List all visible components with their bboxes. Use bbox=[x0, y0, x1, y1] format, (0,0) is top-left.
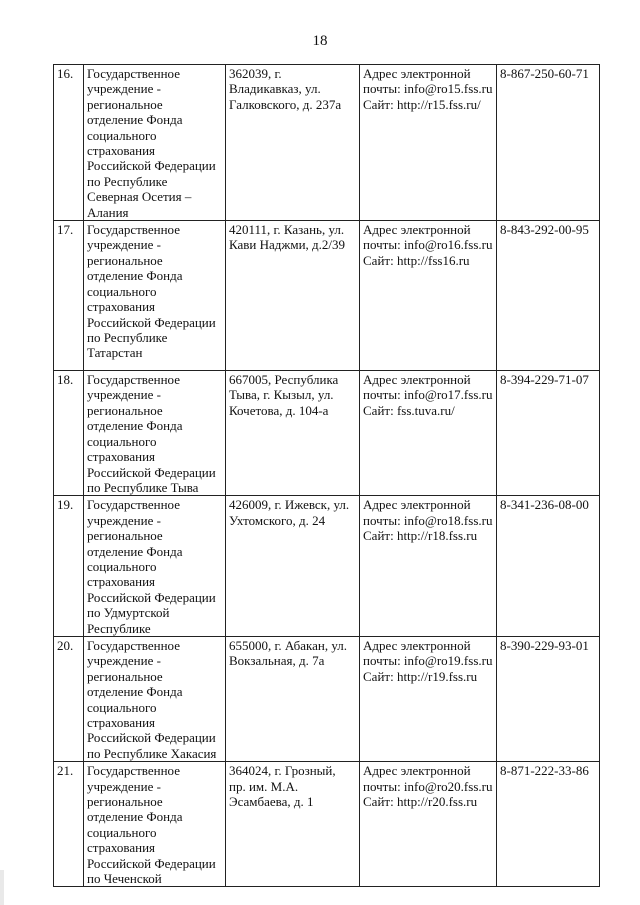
table-row bbox=[54, 221, 600, 371]
scan-edge-shadow bbox=[0, 870, 4, 905]
phone-number: 8-394-229-71-07 bbox=[497, 371, 600, 496]
contact-info: Адрес электронной почты: info@ro19.fss.ru Сайт: http://r19.fss.ru bbox=[360, 636, 497, 761]
organization-name: Государственное учреждение - региональное отделение Фонда социального страхования Российской Федерации по Республике Хакасия bbox=[84, 636, 226, 761]
row-number: 20. bbox=[54, 636, 84, 761]
table-row bbox=[54, 65, 600, 221]
postal-address: 364024, г. Грозный, пр. им. М.А. Эсамбаева, д. 1 bbox=[226, 762, 360, 887]
phone-number: 8-843-292-00-95 bbox=[497, 221, 600, 371]
organization-name: Государственное учреждение - региональное отделение Фонда социального страхования Российской Федерации по Удмуртской Республике bbox=[84, 496, 226, 637]
page-number: 18 bbox=[312, 33, 328, 49]
phone-number: 8-871-222-33-86 bbox=[497, 762, 600, 887]
row-number: 21. bbox=[54, 762, 84, 887]
contact-info: Адрес электронной почты: info@ro15.fss.ru Сайт: http://r15.fss.ru/ bbox=[360, 65, 497, 221]
postal-address: 655000, г. Абакан, ул. Вокзальная, д. 7а bbox=[226, 636, 360, 761]
postal-address: 362039, г. Владикавказ, ул. Галковского, д. 237а bbox=[226, 65, 360, 221]
contact-info: Адрес электронной почты: info@ro17.fss.ru Сайт: fss.tuva.ru/ bbox=[360, 371, 497, 496]
row-number: 19. bbox=[54, 496, 84, 637]
postal-address: 667005, Республика Тыва, г. Кызыл, ул. Кочетова, д. 104-а bbox=[226, 371, 360, 496]
phone-number: 8-390-229-93-01 bbox=[497, 636, 600, 761]
postal-address: 420111, г. Казань, ул. Кави Наджми, д.2/39 bbox=[226, 221, 360, 371]
table-row bbox=[54, 371, 600, 496]
organization-name: Государственное учреждение - региональное отделение Фонда социального страхования Российской Федерации по Республике Тыва bbox=[84, 371, 226, 496]
table-row bbox=[54, 636, 600, 761]
row-number: 16. bbox=[54, 65, 84, 221]
contact-info: Адрес электронной почты: info@ro18.fss.ru Сайт: http://r18.fss.ru bbox=[360, 496, 497, 637]
phone-number: 8-341-236-08-00 bbox=[497, 496, 600, 637]
phone-number: 8-867-250-60-71 bbox=[497, 65, 600, 221]
organization-name: Государственное учреждение - региональное отделение Фонда социального страхования Российской Федерации по Республике Северная Осетия – Алания bbox=[84, 65, 226, 221]
row-number: 17. bbox=[54, 221, 84, 371]
postal-address: 426009, г. Ижевск, ул. Ухтомского, д. 24 bbox=[226, 496, 360, 637]
table-row bbox=[54, 496, 600, 637]
contact-info: Адрес электронной почты: info@ro20.fss.ru Сайт: http://r20.fss.ru bbox=[360, 762, 497, 887]
contact-info: Адрес электронной почты: info@ro16.fss.ru Сайт: http://fss16.ru bbox=[360, 221, 497, 371]
organization-name: Государственное учреждение - региональное отделение Фонда социального страхования Российской Федерации по Чеченской bbox=[84, 762, 226, 887]
row-number: 18. bbox=[54, 371, 84, 496]
table-row bbox=[54, 762, 600, 887]
fss-offices-table bbox=[53, 64, 600, 887]
organization-name: Государственное учреждение - региональное отделение Фонда социального страхования Российской Федерации по Республике Татарстан bbox=[84, 221, 226, 371]
